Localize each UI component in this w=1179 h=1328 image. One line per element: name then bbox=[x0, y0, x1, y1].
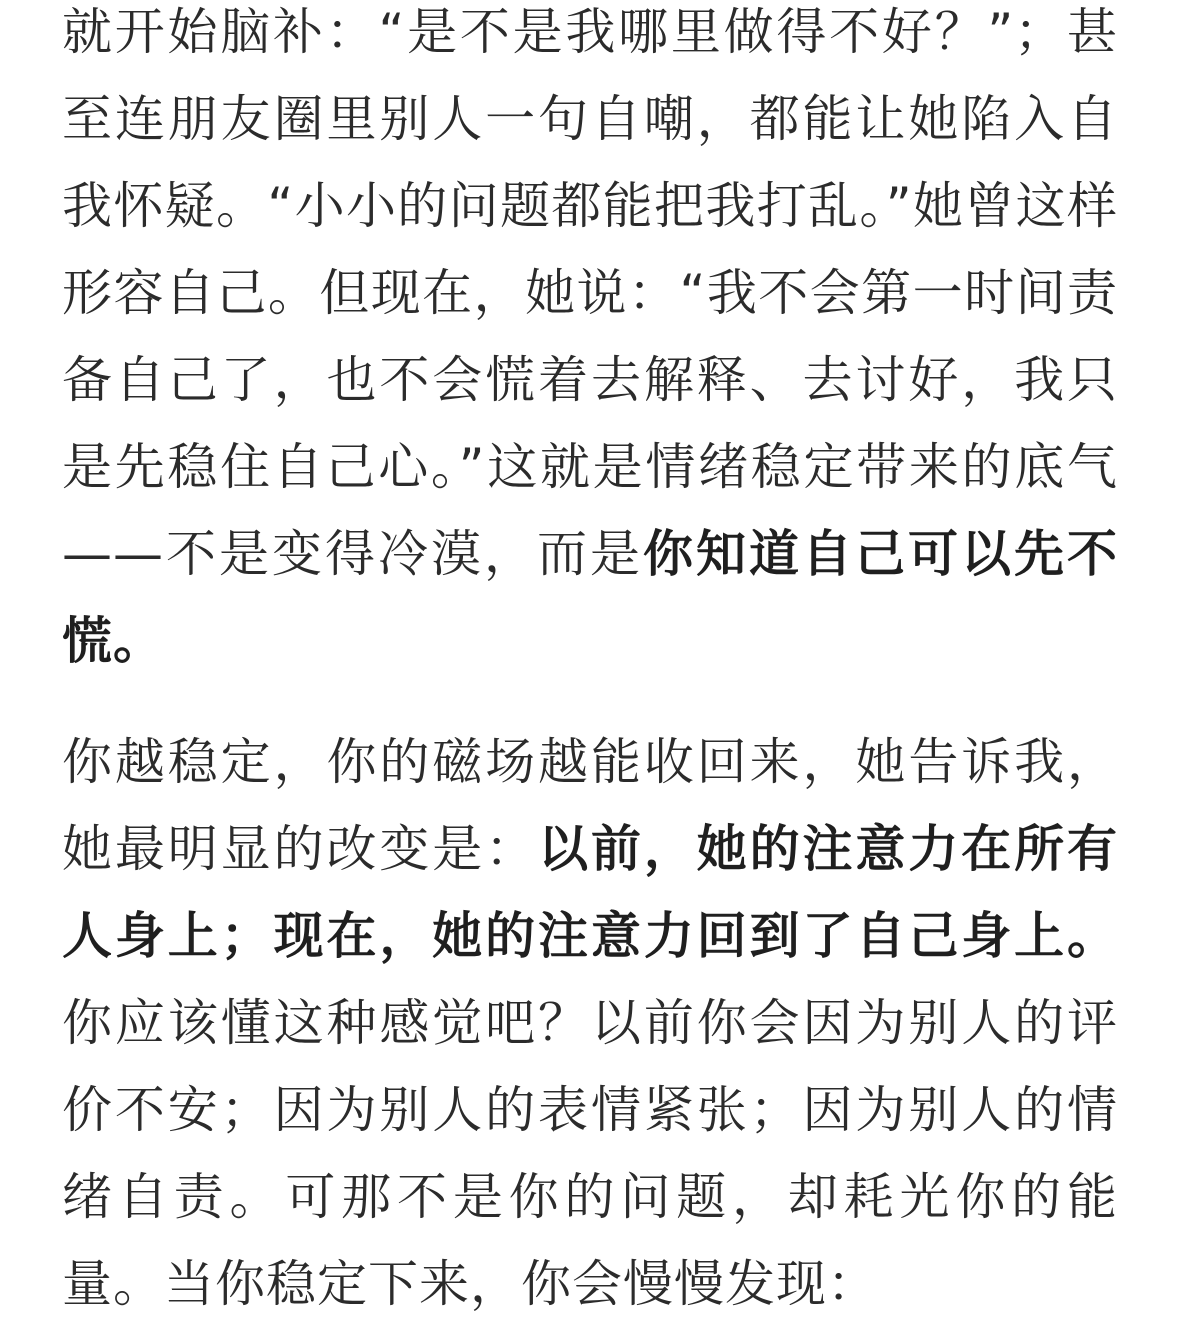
paragraph-2-text-body: 你应该懂这种感觉吧？以前你会因为别人的评价不安；因为别人的表情紧张；因为别人的情绪自责。可那不是你的问题，却耗光你的能量。当你稳定下来，你会慢慢发现： bbox=[62, 994, 1118, 1313]
paragraph-1-text: 就开始脑补：“是不是我哪里做得不好？”；甚至连朋友圈里别人一句自嘲，都能让她陷入自我怀疑。“小小的问题都能把我打乱。”她曾这样形容自己。但现在，她说：“我不会第一时间责备自己了，也不会慌着去解释、去讨好，我只是先稳住自己心。”这就是情绪稳定带来的底气——不是变得冷漠，而是 bbox=[62, 3, 1118, 583]
paragraph-1-bold-text: 你知道自己可以先不慌。 bbox=[62, 525, 1118, 670]
paragraph-1 bbox=[62, 0, 1118, 685]
paragraph-2-bold-text: 以前，她的注意力在所有人身上；现在，她的注意力回到了自己身上。 bbox=[62, 820, 1119, 965]
article-body bbox=[62, 0, 1118, 1328]
paragraph-2 bbox=[62, 719, 1118, 1328]
paragraph-2-text-intro: 你越稳定，你的磁场越能收回来，她告诉我，她最明显的改变是： bbox=[62, 733, 1118, 878]
